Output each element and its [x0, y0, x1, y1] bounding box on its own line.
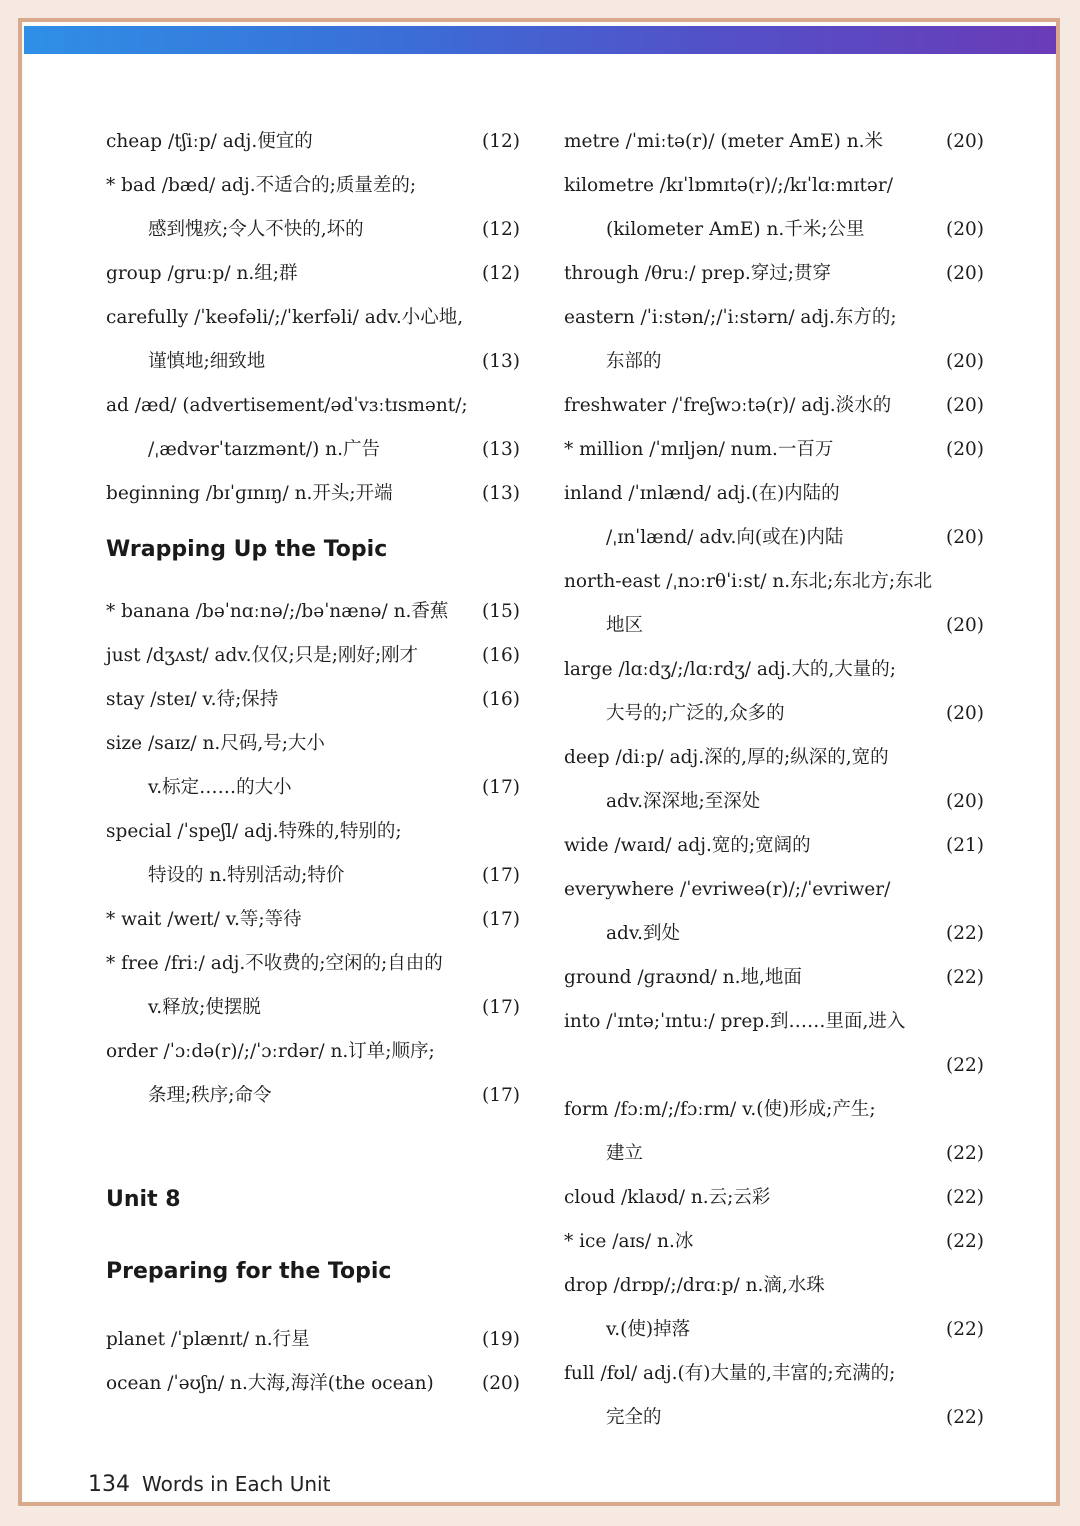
page-number: 134	[88, 1472, 130, 1497]
vocab-entry	[106, 634, 520, 678]
vocab-entry	[106, 590, 520, 634]
entry-text: 完全的	[606, 1407, 662, 1428]
entry-text: into /ˈɪntə;ˈɪntuː/ prep.到……里面,进入	[564, 1011, 906, 1032]
entry-text: 谨慎地;细致地	[148, 351, 266, 372]
vocab-entry	[106, 428, 520, 472]
vocab-entry	[106, 384, 520, 428]
entry-page-ref: (17)	[482, 997, 520, 1018]
entry-page-ref: (22)	[946, 1407, 984, 1428]
entry-text: order /ˈɔːdə(r)/;/ˈɔːrdər/ n.订单;顺序;	[106, 1041, 435, 1062]
vocab-entry	[564, 340, 984, 384]
entry-page-ref: (12)	[482, 219, 520, 240]
vocab-entry	[564, 956, 984, 1000]
vocab-entry	[564, 120, 984, 164]
entry-text: wide /waɪd/ adj.宽的;宽阔的	[564, 835, 811, 856]
vocab-entry	[106, 472, 520, 516]
vocab-entry	[564, 912, 984, 956]
vocab-entry	[564, 384, 984, 428]
entry-page-ref: (20)	[946, 263, 984, 284]
vocab-entry	[564, 1308, 984, 1352]
entry-text: stay /steɪ/ v.待;保持	[106, 689, 279, 710]
entry-page-ref: (15)	[482, 601, 520, 622]
entry-text: 东部的	[606, 351, 662, 372]
vocab-list	[106, 120, 520, 516]
entry-text: drop /drɒp/;/drɑːp/ n.滴,水珠	[564, 1275, 825, 1296]
entry-page-ref: (20)	[946, 395, 984, 416]
vocab-entry	[564, 296, 984, 340]
entry-text: * wait /weɪt/ v.等;等待	[106, 909, 302, 930]
vocab-entry	[564, 252, 984, 296]
entry-text: * banana /bəˈnɑːnə/;/bəˈnænə/ n.香蕉	[106, 601, 449, 622]
vocab-entry	[106, 1030, 520, 1074]
vocab-entry	[564, 824, 984, 868]
vocab-entry	[564, 472, 984, 516]
entry-text: /ˌædvərˈtaɪzmənt/) n.广告	[148, 439, 380, 460]
vocab-entry	[106, 942, 520, 986]
footer-title: Words in Each Unit	[142, 1472, 331, 1496]
vocab-entry	[106, 898, 520, 942]
entry-text: cheap /tʃiːp/ adj.便宜的	[106, 131, 313, 152]
vocab-list	[106, 1318, 520, 1406]
entry-page-ref: (13)	[482, 439, 520, 460]
vocab-entry	[564, 560, 984, 604]
entry-page-ref: (13)	[482, 351, 520, 372]
vocab-entry	[106, 678, 520, 722]
vocab-list	[106, 590, 520, 1118]
vocab-entry	[106, 296, 520, 340]
entry-page-ref: (20)	[946, 527, 984, 548]
entry-text: kilometre /kɪˈlɒmɪtə(r)/;/kɪˈlɑːmɪtər/	[564, 175, 893, 196]
entry-text: cloud /klaʊd/ n.云;云彩	[564, 1187, 771, 1208]
entry-text: * million /ˈmɪljən/ num.一百万	[564, 439, 834, 460]
entry-text: through /θruː/ prep.穿过;贯穿	[564, 263, 831, 284]
entry-page-ref: (16)	[482, 689, 520, 710]
entry-text: form /fɔːm/;/fɔːrm/ v.(使)形成;产生;	[564, 1099, 876, 1120]
vocab-entry	[564, 428, 984, 472]
entry-page-ref: (17)	[482, 777, 520, 798]
entry-text: 大号的;广泛的,众多的	[606, 703, 785, 724]
entry-text: size /saɪz/ n.尺码,号;大小	[106, 733, 325, 754]
entry-text: adv.深深地;至深处	[606, 791, 761, 812]
right-column	[564, 120, 984, 1440]
entry-page-ref: (17)	[482, 1085, 520, 1106]
entry-text: (kilometer AmE) n.千米;公里	[606, 219, 865, 240]
entry-text: eastern /ˈiːstən/;/ˈiːstərn/ adj.东方的;	[564, 307, 897, 328]
entry-page-ref: (12)	[482, 263, 520, 284]
entry-page-ref: (17)	[482, 865, 520, 886]
vocab-entry	[106, 252, 520, 296]
vocab-entry	[564, 1220, 984, 1264]
entry-page-ref: (21)	[946, 835, 984, 856]
entry-page-ref: (20)	[482, 1373, 520, 1394]
entry-text: ocean /ˈəʊʃn/ n.大海,海洋(the ocean)	[106, 1373, 434, 1394]
entry-text: * free /friː/ adj.不收费的;空闲的;自由的	[106, 953, 443, 974]
vocab-entry	[564, 1176, 984, 1220]
vocab-entry	[106, 986, 520, 1030]
entry-page-ref: (22)	[946, 923, 984, 944]
page-footer	[88, 1472, 330, 1497]
unit-title: Unit 8	[106, 1187, 181, 1212]
entry-text: special /ˈspeʃl/ adj.特殊的,特别的;	[106, 821, 402, 842]
entry-page-ref: (22)	[946, 1231, 984, 1252]
vocab-entry	[106, 766, 520, 810]
vocab-entry	[564, 868, 984, 912]
entry-text: large /lɑːdʒ/;/lɑːrdʒ/ adj.大的,大量的;	[564, 659, 897, 680]
vocab-entry	[564, 648, 984, 692]
entry-page-ref: (22)	[946, 1319, 984, 1340]
entry-text: 感到愧疚;令人不快的,坏的	[148, 219, 364, 240]
section-heading-preparing: Preparing for the Topic	[106, 1259, 392, 1284]
vocab-entry	[564, 164, 984, 208]
vocab-entry	[106, 1074, 520, 1118]
vocab-entry	[564, 736, 984, 780]
entry-page-ref: (13)	[482, 483, 520, 504]
entry-page-ref: (20)	[946, 615, 984, 636]
vocab-entry	[564, 1264, 984, 1308]
entry-page-ref: (19)	[482, 1329, 520, 1350]
vocab-entry	[106, 340, 520, 384]
entry-text: full /fʊl/ adj.(有)大量的,丰富的;充满的;	[564, 1363, 896, 1384]
vocab-entry	[106, 208, 520, 252]
entry-text: inland /ˈɪnlænd/ adj.(在)内陆的	[564, 483, 840, 504]
entry-text: v.标定……的大小	[148, 777, 292, 798]
entry-text: 地区	[606, 615, 644, 636]
entry-text: v.(使)掉落	[606, 1319, 691, 1340]
vocab-entry	[564, 1044, 984, 1088]
entry-page-ref: (20)	[946, 219, 984, 240]
vocab-entry	[564, 692, 984, 736]
vocab-entry	[106, 120, 520, 164]
entry-text: group /gruːp/ n.组;群	[106, 263, 298, 284]
entry-text: * bad /bæd/ adj.不适合的;质量差的;	[106, 175, 417, 196]
entry-page-ref: (12)	[482, 131, 520, 152]
vocab-entry	[564, 1132, 984, 1176]
entry-text: 特设的 n.特别活动;特价	[148, 865, 345, 886]
entry-text: /ˌɪnˈlænd/ adv.向(或在)内陆	[606, 527, 844, 548]
vocab-list	[564, 120, 984, 1440]
entry-text: adv.到处	[606, 923, 681, 944]
header-color-bar	[24, 26, 1056, 54]
vocab-entry	[564, 1000, 984, 1044]
entry-text: beginning /bɪˈɡɪnɪŋ/ n.开头;开端	[106, 483, 393, 504]
entry-page-ref: (17)	[482, 909, 520, 930]
vocab-entry	[106, 164, 520, 208]
entry-page-ref: (22)	[946, 1187, 984, 1208]
entry-page-ref: (22)	[946, 1055, 984, 1076]
entry-text: 建立	[606, 1143, 644, 1164]
entry-page-ref: (20)	[946, 131, 984, 152]
vocab-entry	[564, 208, 984, 252]
vocab-entry	[564, 604, 984, 648]
entry-text: metre /ˈmiːtə(r)/ (meter AmE) n.米	[564, 131, 883, 152]
entry-text: north-east /ˌnɔːrθˈiːst/ n.东北;东北方;东北	[564, 571, 933, 592]
entry-text: just /dʒʌst/ adv.仅仅;只是;刚好;刚才	[106, 645, 419, 666]
section-heading-wrapping-up: Wrapping Up the Topic	[106, 537, 388, 562]
vocab-entry	[106, 810, 520, 854]
entry-text: carefully /ˈkeəfəli/;/ˈkerfəli/ adv.小心地,	[106, 307, 464, 328]
entry-text: ad /æd/ (advertisement/ədˈvɜːtɪsmənt/;	[106, 395, 468, 416]
entry-page-ref: (22)	[946, 1143, 984, 1164]
left-column	[106, 120, 520, 1406]
vocab-entry	[564, 1352, 984, 1396]
entry-text: 条理;秩序;命令	[148, 1085, 272, 1106]
entry-page-ref: (22)	[946, 967, 984, 988]
vocab-entry	[564, 516, 984, 560]
vocab-entry	[106, 854, 520, 898]
entry-text: freshwater /ˈfreʃwɔːtə(r)/ adj.淡水的	[564, 395, 892, 416]
vocab-entry	[106, 722, 520, 766]
entry-page-ref: (20)	[946, 351, 984, 372]
entry-text: v.释放;使摆脱	[148, 997, 261, 1018]
entry-text: everywhere /ˈevriweə(r)/;/ˈevriwer/	[564, 879, 891, 900]
entry-text: planet /ˈplænɪt/ n.行星	[106, 1329, 310, 1350]
entry-page-ref: (20)	[946, 791, 984, 812]
entry-text: deep /diːp/ adj.深的,厚的;纵深的,宽的	[564, 747, 889, 768]
vocab-entry	[564, 1396, 984, 1440]
entry-page-ref: (16)	[482, 645, 520, 666]
vocab-entry	[564, 1088, 984, 1132]
vocab-entry	[106, 1318, 520, 1362]
vocab-entry	[564, 780, 984, 824]
vocab-entry	[106, 1362, 520, 1406]
entry-page-ref: (20)	[946, 703, 984, 724]
entry-page-ref: (20)	[946, 439, 984, 460]
entry-text: ground /ɡraʊnd/ n.地,地面	[564, 967, 802, 988]
entry-text: * ice /aɪs/ n.冰	[564, 1231, 694, 1252]
